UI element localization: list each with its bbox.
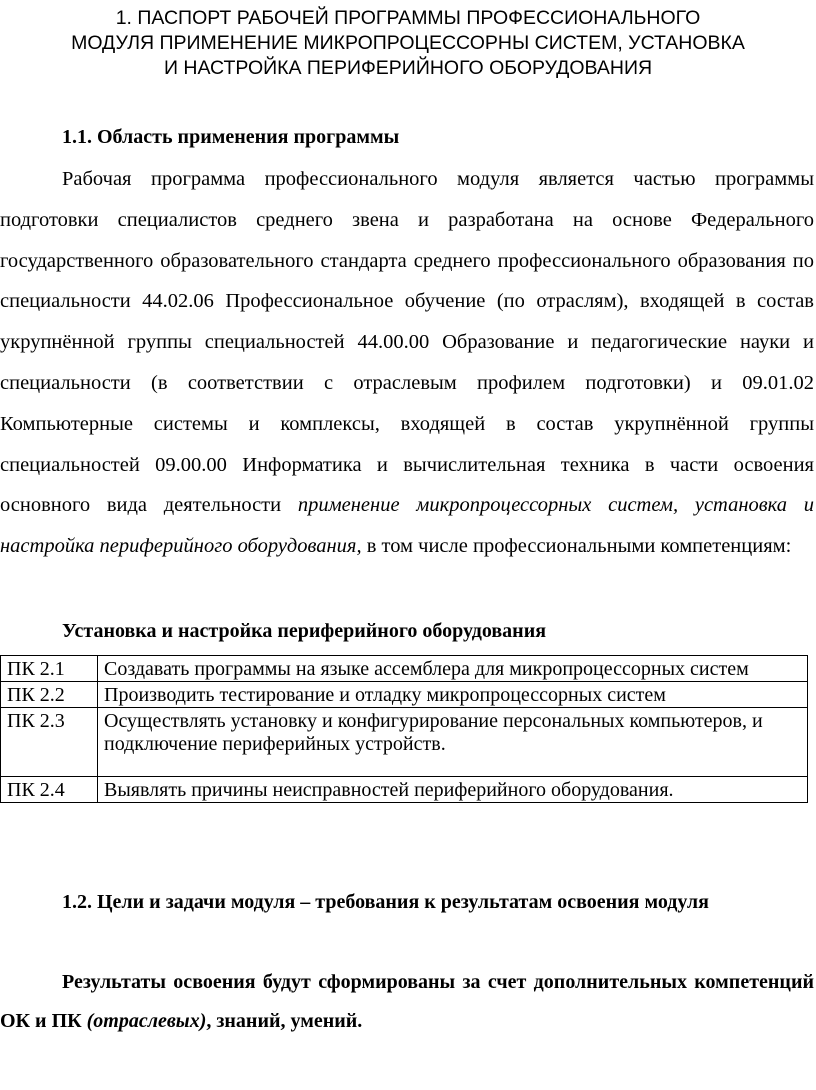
title-line-1: 1. ПАСПОРТ РАБОЧЕЙ ПРОГРАММЫ ПРОФЕССИОНАЛЬНОГО — [115, 7, 701, 29]
table-row — [1, 777, 808, 803]
section-1-2-paragraph — [0, 963, 814, 1041]
competency-text: Выявлять причины неисправностей периферийного оборудования. — [98, 777, 808, 803]
competency-code: ПК 2.4 — [1, 777, 98, 803]
competency-code: ПК 2.2 — [1, 682, 98, 708]
results-text-part2: , знаний, умений. — [206, 1010, 363, 1032]
section-1-2-heading: 1.2. Цели и задачи модуля – требования к результатам освоения модуля — [62, 891, 709, 913]
table-row — [1, 656, 808, 682]
paragraph-regular-text: Рабочая программа профессионального модуля является частью программы подготовки специалистов среднего звена и разработана на основе Федерального государственного образовательного стандарта среднего профессионального образования по специальности 44.02.06 Профессиональное обучение (по отраслям), входящей в состав укрупнённой группы специальностей 44.00.00 Образование и педагогические науки и специальности (в соответствии с отраслевым профилем подготовки) и 09.01.02 Компьютерные системы и комплексы, входящей в состав укрупнённой группы специальностей 09.00.00 Информатика и вычислительная техника в части освоения основного вида деятельности — [0, 168, 814, 517]
competency-code: ПК 2.1 — [1, 656, 98, 682]
title-line-2: МОДУЛЯ ПРИМЕНЕНИЕ МИКРОПРОЦЕССОРНЫ СИСТЕМ, УСТАНОВКА — [71, 32, 745, 54]
title-line-3: И НАСТРОЙКА ПЕРИФЕРИЙНОГО ОБОРУДОВАНИЯ — [163, 57, 653, 79]
competency-text: Производить тестирование и отладку микропроцессорных систем — [98, 682, 808, 708]
document-title — [0, 6, 816, 81]
paragraph-italic-text: применение микропроцессорных систем, установка и настройка периферийного оборудования, — [0, 494, 814, 558]
paragraph-end-text: в том числе профессиональными компетенциям: — [361, 535, 792, 558]
competency-code: ПК 2.3 — [1, 708, 98, 777]
table-row — [1, 682, 808, 708]
competencies-table — [0, 655, 808, 803]
results-text-part1: Результаты освоения будут сформированы за счет дополнительных компетенций ОК и ПК — [0, 971, 814, 1032]
competency-text: Осуществлять установку и конфигурирование персональных компьютеров, и подключение периферийных устройств. — [98, 708, 808, 777]
results-text-italic: (отраслевых) — [86, 1010, 207, 1032]
table-row — [1, 708, 808, 777]
section-1-1-paragraph — [0, 159, 814, 567]
competency-text: Создавать программы на языке ассемблера для микропроцессорных систем — [98, 656, 808, 682]
section-1-1-heading: 1.1. Область применения программы — [62, 126, 400, 148]
competencies-heading: Установка и настройка периферийного оборудования — [62, 620, 547, 642]
